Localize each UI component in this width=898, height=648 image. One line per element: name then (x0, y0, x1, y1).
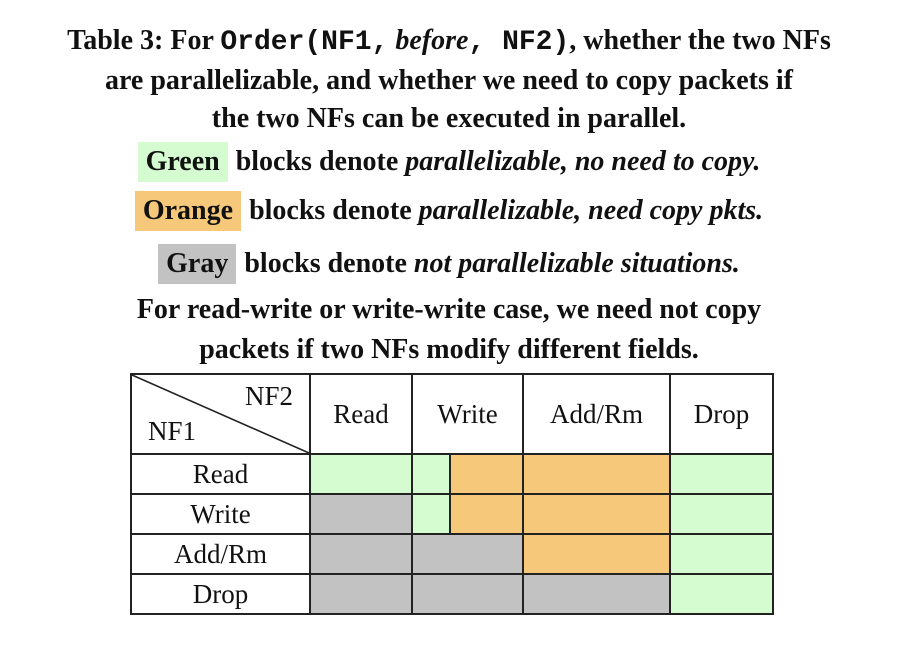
legend-gray-meaning: not parallelizable situations. (413, 248, 740, 279)
parallelism-table (130, 373, 774, 615)
cell-addrm-drop (670, 534, 773, 574)
cell-write-write (412, 494, 523, 534)
col-header-write: Write (412, 374, 523, 454)
caption-line-3: the two NFs can be executed in parallel. (211, 103, 687, 134)
table-row (131, 494, 773, 534)
col-header-addrm: Add/Rm (523, 374, 670, 454)
cell-write-drop (670, 494, 773, 534)
legend-green-meaning: parallelizable, no need to copy. (405, 146, 761, 177)
table-row (131, 454, 773, 494)
cell-read-read (310, 454, 412, 494)
table-corner (131, 374, 310, 454)
col-header-drop: Drop (670, 374, 773, 454)
legend-gray (0, 244, 898, 284)
legend-orange-text: blocks denote (249, 195, 412, 226)
caption-func-name: Order(NF1, (220, 27, 389, 58)
cell-read-write-orange (451, 455, 522, 493)
cell-drop-addrm (523, 574, 670, 614)
caption-line-1 (0, 22, 898, 62)
corner-nf2-label: NF2 (244, 381, 293, 411)
table-row (131, 574, 773, 614)
cell-write-addrm (523, 494, 670, 534)
cell-write-write-green (413, 495, 451, 533)
note (0, 290, 898, 370)
cell-addrm-write (412, 534, 523, 574)
legend-orange-swatch: Orange (135, 191, 241, 231)
legend-gray-text: blocks denote (244, 248, 407, 279)
legend-gray-swatch: Gray (158, 244, 236, 284)
row-header-read: Read (131, 454, 310, 494)
cell-addrm-read (310, 534, 412, 574)
caption-func-tail: , NF2) (468, 27, 570, 58)
cell-read-addrm (523, 454, 670, 494)
caption-line-2: are parallelizable, and whether we need to copy packets if (104, 65, 793, 96)
legend-green-swatch: Green (138, 142, 228, 182)
col-header-read: Read (310, 374, 412, 454)
cell-write-write-orange (451, 495, 522, 533)
cell-drop-read (310, 574, 412, 614)
cell-read-write (412, 454, 523, 494)
table-header-row (131, 374, 773, 454)
corner-nf1-label: NF1 (148, 416, 197, 446)
cell-drop-write (412, 574, 523, 614)
row-header-write: Write (131, 494, 310, 534)
legend-orange (0, 191, 898, 231)
cell-drop-drop (670, 574, 773, 614)
note-line-1: For read-write or write-write case, we need not copy (136, 294, 762, 325)
row-header-drop: Drop (131, 574, 310, 614)
cell-addrm-addrm (523, 534, 670, 574)
cell-read-write-green (413, 455, 451, 493)
caption-before: before (395, 25, 469, 56)
note-line-2: packets if two NFs modify different fields. (199, 334, 699, 365)
cell-write-read (310, 494, 412, 534)
cell-read-drop (670, 454, 773, 494)
row-header-addrm: Add/Rm (131, 534, 310, 574)
legend-orange-meaning: parallelizable, need copy pkts. (418, 195, 764, 226)
table-caption (0, 22, 898, 138)
legend-green-text: blocks denote (235, 146, 399, 177)
legend-green (0, 142, 898, 182)
table-row (131, 534, 773, 574)
caption-rest-line1: , whether the two NFs (569, 25, 831, 56)
caption-table-label: Table 3: For (67, 25, 214, 56)
